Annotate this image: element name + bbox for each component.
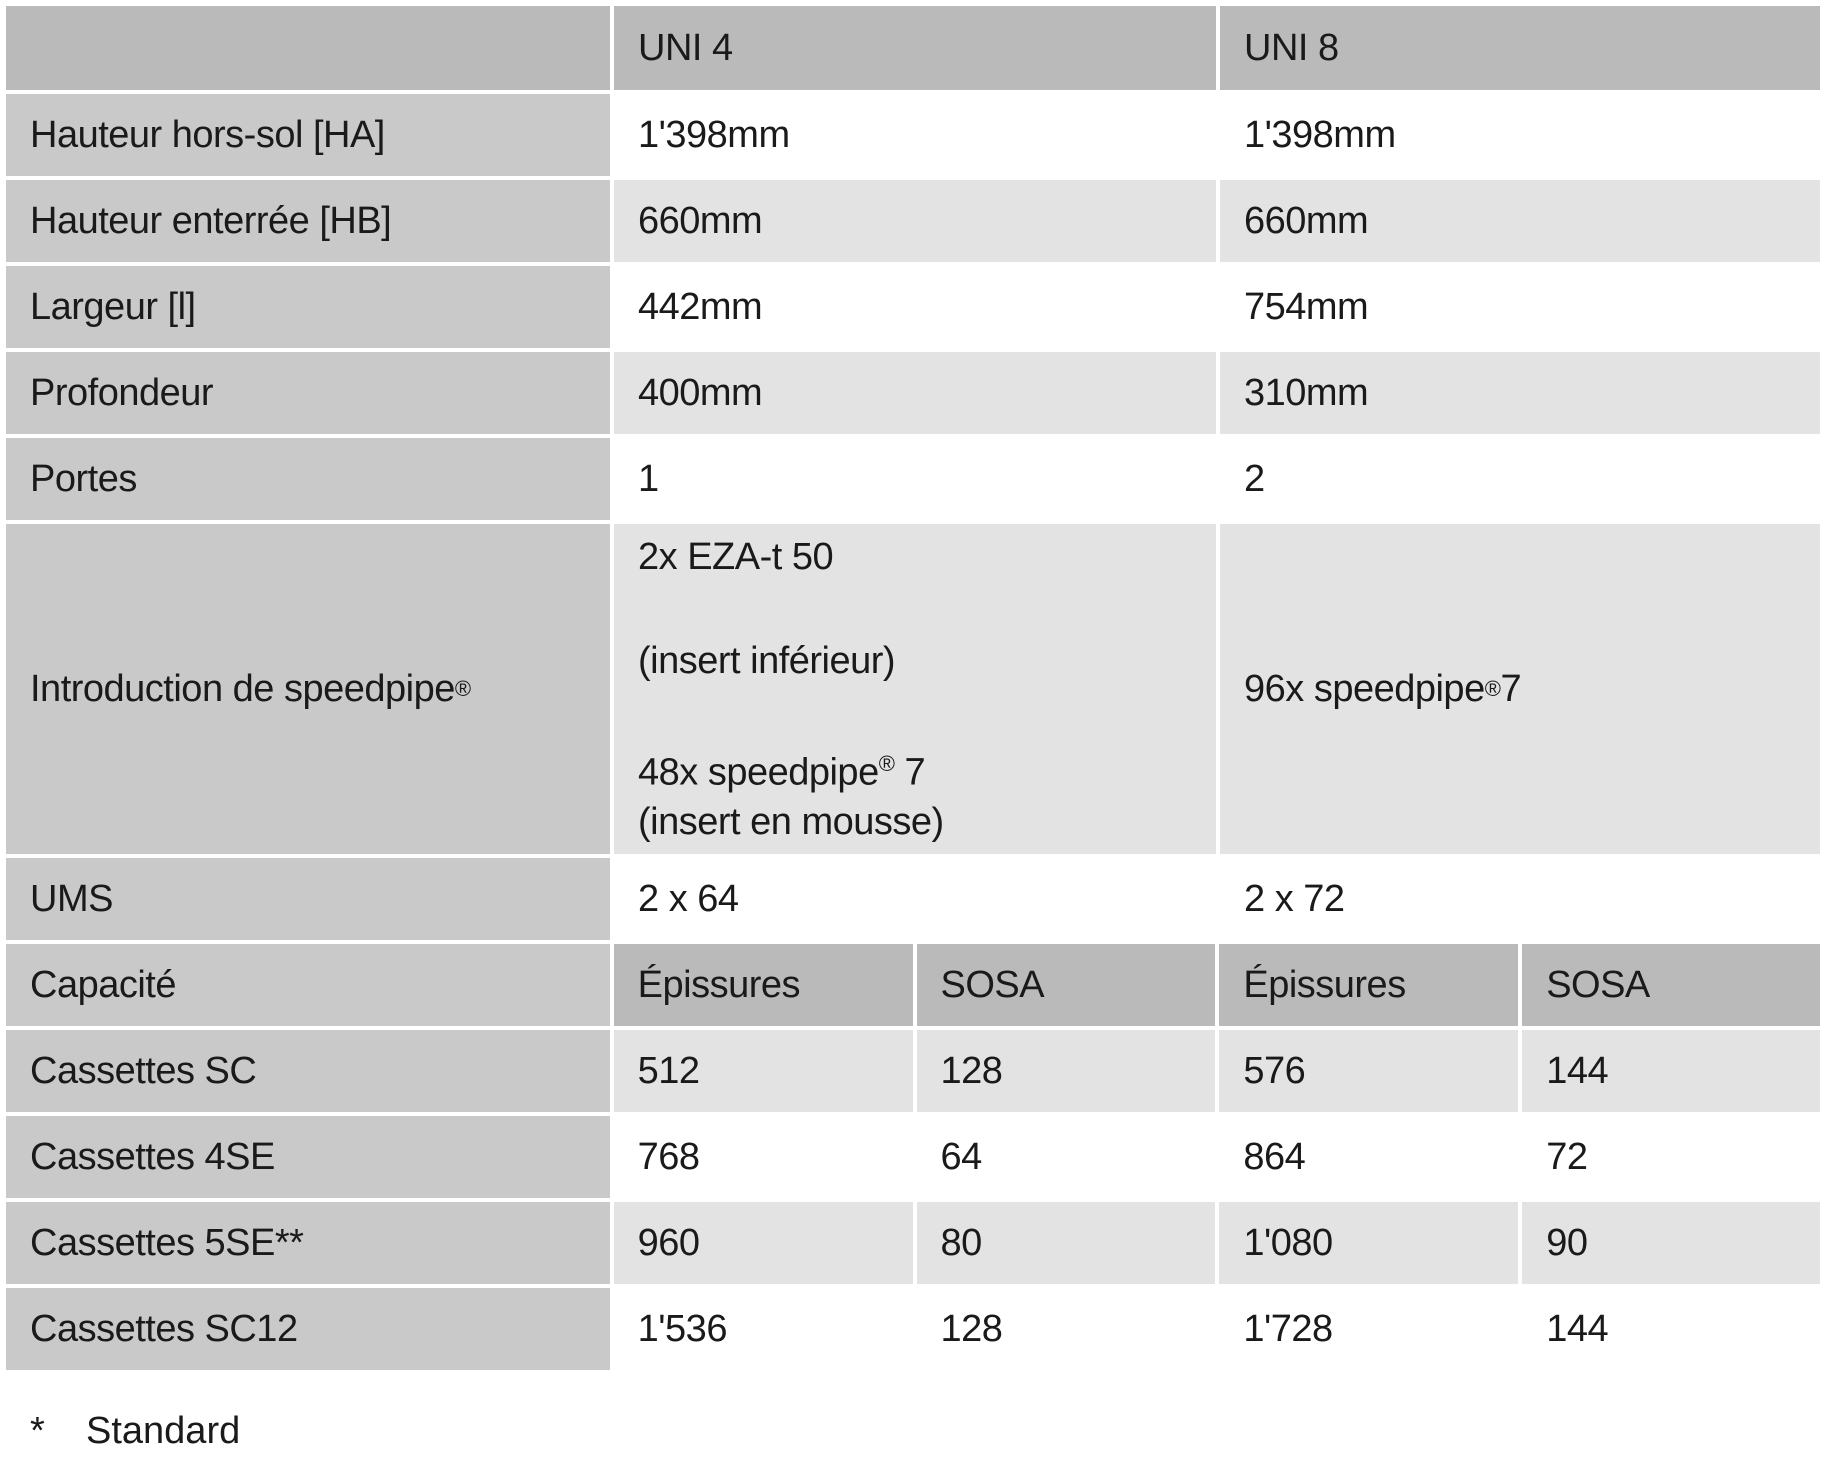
registered-mark: ®: [1484, 676, 1501, 701]
table-row: [6, 94, 1820, 176]
uni4-speedpipe-line1: 2x EZA-t 50: [638, 535, 834, 578]
row-label: Capacité: [6, 944, 610, 1026]
uni4-value: 2 x 64: [614, 858, 1216, 940]
uni4-sosa-header: SOSA: [917, 944, 1216, 1026]
uni4-sosa-value: 64: [917, 1116, 1216, 1198]
footnote: [30, 1410, 240, 1453]
uni4-value: 1: [614, 438, 1216, 520]
uni4-speedpipe-line3: [638, 739, 925, 798]
row-label: Cassettes SC12: [6, 1288, 610, 1370]
uni4-sosa-value: 128: [917, 1030, 1216, 1112]
header-uni8: UNI 8: [1220, 6, 1820, 90]
footnote-mark: *: [30, 1410, 45, 1452]
footnote-text: Standard: [86, 1410, 241, 1452]
uni8-sosa-value: 144: [1522, 1030, 1820, 1112]
uni8-speedpipe-text: 96x speedpipe: [1244, 667, 1485, 710]
uni8-splices-value: 576: [1219, 1030, 1518, 1112]
uni4-splices-value: 512: [614, 1030, 913, 1112]
uni8-splices-value: 1'728: [1219, 1288, 1518, 1370]
uni4-splices-header: Épissures: [614, 944, 913, 1026]
uni4-splices-value: 1'536: [614, 1288, 913, 1370]
uni4-speedpipe-value: [614, 524, 1216, 854]
uni8-sosa-value: 144: [1522, 1288, 1820, 1370]
table-row: [6, 1116, 1820, 1198]
uni8-sosa-value: 90: [1522, 1202, 1820, 1284]
header-empty-cell: [6, 6, 610, 90]
uni4-speedpipe-line3-text: 48x speedpipe: [638, 751, 879, 794]
uni4-speedpipe-line3-tail: 7: [894, 751, 926, 794]
uni8-splices-value: 1'080: [1219, 1202, 1518, 1284]
row-label: Hauteur hors-sol [HA]: [6, 94, 610, 176]
header-uni4: UNI 4: [614, 6, 1216, 90]
uni8-speedpipe-value: [1220, 524, 1820, 854]
row-label: Cassettes 4SE: [6, 1116, 610, 1198]
table-row: [6, 266, 1820, 348]
table-row: [6, 180, 1820, 262]
table-row: [6, 1202, 1820, 1284]
table-row: [6, 858, 1820, 940]
uni8-value: 660mm: [1220, 180, 1820, 262]
uni4-sosa-value: 80: [917, 1202, 1216, 1284]
uni8-speedpipe-tail: 7: [1500, 667, 1522, 710]
uni8-value: 754mm: [1220, 266, 1820, 348]
uni4-value: 400mm: [614, 352, 1216, 434]
uni8-value: 2 x 72: [1220, 858, 1820, 940]
table-row: [6, 352, 1820, 434]
uni8-value: 310mm: [1220, 352, 1820, 434]
registered-mark: ®: [878, 750, 895, 776]
spec-table: [6, 6, 1820, 1374]
uni8-value: 1'398mm: [1220, 94, 1820, 176]
uni8-value: 2: [1220, 438, 1820, 520]
uni4-splices-value: 768: [614, 1116, 913, 1198]
uni8-splices-value: 864: [1219, 1116, 1518, 1198]
uni8-sosa-value: 72: [1522, 1116, 1820, 1198]
uni8-sosa-header: SOSA: [1522, 944, 1820, 1026]
row-label: UMS: [6, 858, 610, 940]
capacity-header-row: [6, 944, 1820, 1026]
row-label: Cassettes 5SE**: [6, 1202, 610, 1284]
uni8-splices-header: Épissures: [1219, 944, 1518, 1026]
uni4-speedpipe-line4: (insert en mousse): [638, 801, 944, 844]
header-row: [6, 6, 1820, 90]
uni4-sosa-value: 128: [917, 1288, 1216, 1370]
uni4-splices-value: 960: [614, 1202, 913, 1284]
table-row: [6, 1030, 1820, 1112]
uni4-value: 442mm: [614, 266, 1216, 348]
speedpipe-label: Introduction de speedpipe: [30, 667, 455, 710]
uni4-speedpipe-line2: (insert inférieur): [638, 639, 896, 682]
row-label: Cassettes SC: [6, 1030, 610, 1112]
row-label: Largeur [l]: [6, 266, 610, 348]
uni4-value: 660mm: [614, 180, 1216, 262]
uni4-value: 1'398mm: [614, 94, 1216, 176]
speedpipe-row: [6, 524, 1820, 854]
table-row: [6, 1288, 1820, 1370]
table-row: [6, 438, 1820, 520]
row-label: Portes: [6, 438, 610, 520]
row-label: [6, 524, 610, 854]
row-label: Profondeur: [6, 352, 610, 434]
row-label: Hauteur enterrée [HB]: [6, 180, 610, 262]
registered-mark: ®: [454, 676, 471, 701]
